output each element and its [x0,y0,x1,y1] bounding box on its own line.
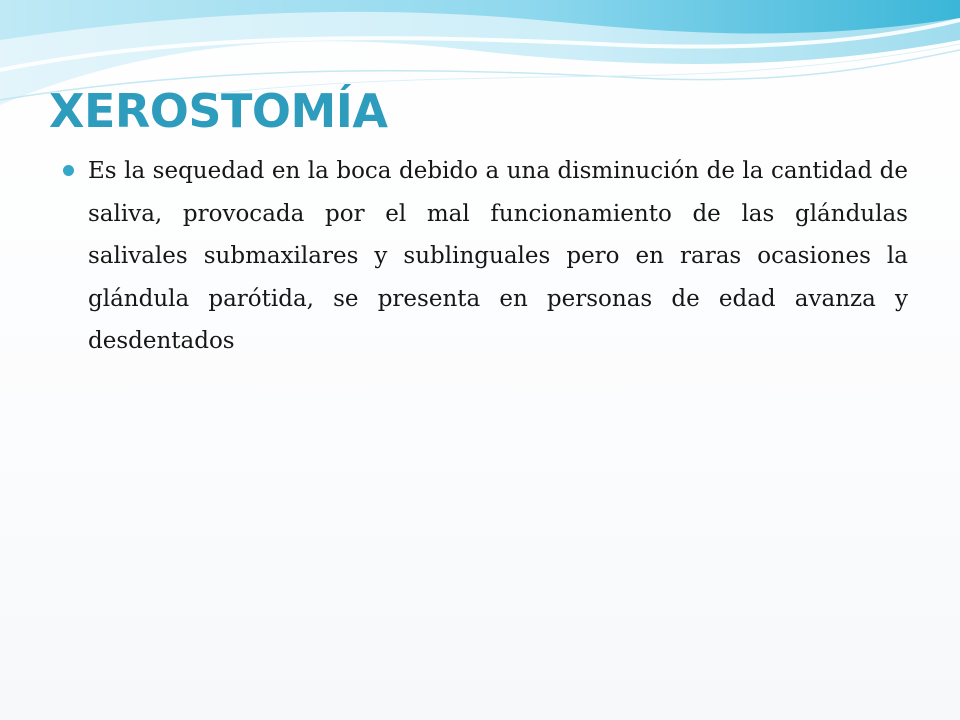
bullet-item [58,150,908,363]
slide-title: XEROSTOMÍA [49,84,388,138]
bullet-icon [63,165,74,176]
bullet-text: Es la sequedad en la boca debido a una disminución de la cantidad de saliva, provocada por el mal funcionamiento de las glándulas salivales submaxilares y sublinguales pero en raras ocasiones la glándula parótida, se presenta en personas de edad avanza y desdentados [88,158,908,354]
bullet-list [58,150,908,363]
